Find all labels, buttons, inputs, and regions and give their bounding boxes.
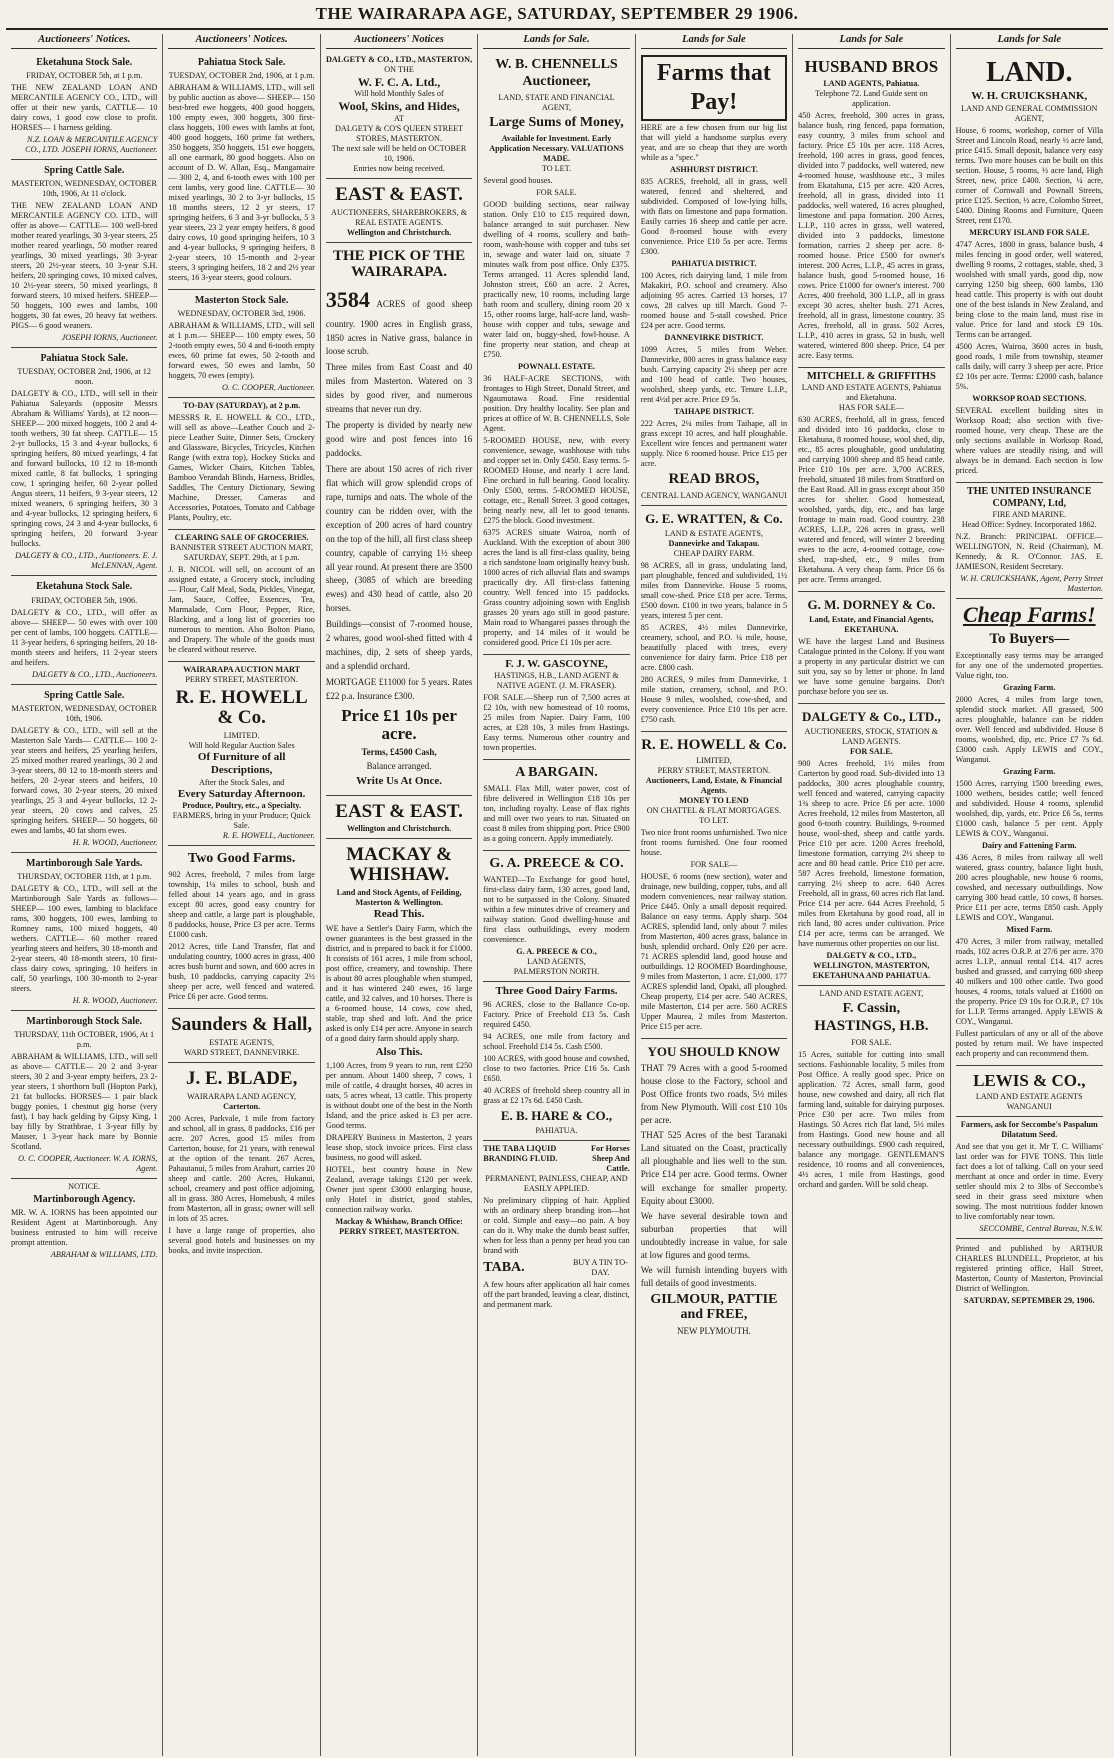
ad-signature: DALGETY & CO., LTD., Auctioneers.: [31, 669, 158, 679]
ad-date: MASTERTON, WEDNESDAY, OCTOBER 10th, 1906, At 11 o'clock.: [11, 179, 157, 199]
ad-line: TO LET.: [541, 163, 572, 173]
ad-signature: SECCOMBE, Central Bureau, N.S.W.: [979, 1224, 1103, 1234]
ad-sub: LAND AGENTS,: [527, 956, 586, 966]
ad-date: WEDNESDAY, OCTOBER 3rd, 1906.: [177, 309, 306, 319]
ad-body: THAT 525 Acres of the best Taranaki Land situated on the Coast, practically all ploughable and lies well to the sun. Price £14 per acre. Good terms. Owner will exchange for smaller property. Equity about £3000.: [640, 1130, 788, 1206]
ad-body: THE NEW ZEALAND LOAN AND MERCANTILE AGENCY CO., LTD., will offer at their new yards, CATTLE— 10 dairy cows, 1 good cow close to profit. HORSES— 1 harness gelding.: [11, 82, 158, 132]
ad-sub: Auctioneers, Land, Estate, & Financial Agents.: [645, 776, 783, 796]
ad-masterton-stock-sale: [168, 290, 314, 398]
ad-title: WAIRARAPA AUCTION MART: [183, 665, 301, 675]
ad-body: ABRAHAM & WILLIAMS, LTD., will sell as above— CATTLE— 20 2 and 3-year steers, 30 2 and 3-year empty heifers, 23 2-year steers, 1 shorthorn bull (Hopton Park), 21 fat bullocks. HORSES— 1 pair black buggy ponies, 1 chestnut gig horse (very fast), 1 bay hack gelding by Gipsy King, 1 bay filly by Strathbrae, 1 3-year filly by Mauser, 1 3-year hack mare by Bonnie Scotland.: [11, 1052, 158, 1152]
ad-district: ASHHURST DISTRICT.: [669, 165, 758, 175]
ad-title: Masterton Stock Sale.: [194, 294, 289, 306]
column-heading: Lands for Sale: [798, 34, 944, 49]
ad-sub: LAND AND ESTATE AGENTS, Pahiatua and Eketahuna.: [801, 383, 941, 403]
ad-body: WE have the largest Land and Business Catalogue printed in the Colony. If you want a property in any particular district we can suit you, say so by letter or phone. In land we have some genuine bargains. Don't purchase before you see us.: [798, 637, 945, 697]
ad-signature: DALGETY & CO., LTD., Auctioneers. E. J. McLENNAN, Agent.: [15, 551, 158, 571]
ad-heading: FOR SALE.: [849, 746, 893, 756]
column-heading: Lands for Sale: [641, 34, 787, 49]
ad-title: Pahiatua Stock Sale.: [197, 56, 286, 68]
ad-title: Pahiatua Stock Sale.: [40, 353, 128, 365]
ad-line: ON THE: [384, 64, 414, 74]
ad-body-text: ACRES of good sheep country. 1900 acres in English grass, 1850 acres in Native grass, balance in loose scrub.: [325, 299, 473, 357]
column-heading: Lands for Sale: [956, 34, 1103, 49]
ad-title: Spring Cattle Sale.: [44, 689, 125, 701]
ad-body: 1500 Acres, carrying 1500 breeding ewes, 1000 wethers, besides cattle; well fenced and subdivided. House 4 rooms, splendid woolshed, dip, yards, etc. Price £6 5s, terms £1000 cash, balance 5 per cent. Apply LEWIS & COY., Wanganui.: [955, 778, 1103, 838]
ad-firm-name: THE UNITED INSURANCE COMPANY, Ltd,: [967, 485, 1092, 509]
ad-firm-name: LEWIS & CO.,: [973, 1070, 1086, 1090]
ad-line: Will hold Regular Auction Sales: [188, 741, 295, 751]
ad-row: [483, 1258, 629, 1279]
ad-east-and-east-2: [326, 796, 472, 840]
ad-body: MR. W. A. IORNS has been appointed our Resident Agent at Martinborough. Any business entrusted to him will receive prompt attention.: [11, 1208, 158, 1248]
ad-body: 5-ROOMED HOUSE, new, with every convenience, sewage, washhouse with tubs and copper set in. Only £450. Easy terms. 5-ROOMED House, and nearly 1 acre land. Fine orchard in full bearing. Good locality. Only £500, terms. 5-ROOMED HOUSE, cottage, etc., Renall Street. 3 good cottages, being nearly new, all let to good tenants. £275 the block. Good investment.: [483, 435, 630, 525]
ad-heading: Mixed Farm.: [1006, 924, 1053, 934]
ad-title: LAND.: [986, 56, 1073, 88]
ad-pick-of-the-wairarapa: [326, 243, 472, 796]
ad-sub: ESTATE AGENTS,: [209, 1037, 275, 1047]
ad-body: 4747 Acres, 1800 in grass, balance bush, 4 miles fencing in good order, well watered, dwelling 9 rooms, 2 cottages, stable, shed, 3 woolshed with small yards, good dip, now carrying 1250 big sheep, 600 lambs, 130 head cattle. This property is with out doubt one of the best islands in New Zealand, and being close to the main land, must rise in value. Price for land and stock £9 10s. Terms can be arranged.: [955, 239, 1103, 339]
ad-east-and-east: [326, 179, 472, 243]
ad-firm-name: HUSBAND BROS: [804, 56, 939, 76]
ad-body: And see that you get it. Mr T. C. Williams' last order was for FIVE TONS. This little fact does a lot of talking. Call on your seed merchant at once and order in time. Every settler should mix 2 to 3lbs of Seccombe's seed in their grass seed mixture when sowing. The most nutritious fodder known to live comfortably near town.: [955, 1142, 1103, 1222]
ad-town: Carterton.: [223, 1101, 261, 1111]
ad-body: MESSRS R. E. HOWELL & CO., LTD., will sell as above—Leather Couch and 2-piece Leather Suite, Dinner Sets, Crockery and Glassware, Bicycles, Tricycles, Kitchen Range (with extra top), Hockey Sticks and Games, Wicker Chairs, Kitchen Tables, Bamboo Verandah Blinds, Harness, Bridles, Saddles, The Century Dictionary, Sewing Machine, Dresser, Cameras and Accessories, Potatoes, Tomato and Cabbage Plants, Poultry, etc.: [168, 413, 315, 523]
ad-firm-name: DALGETY & CO., LTD., MASTERTON,: [325, 54, 473, 64]
ad-body: Exceptionally easy terms may be arranged for any one of the undernoted properties. Value right, too.: [955, 650, 1103, 680]
ad-f-cassin: [798, 986, 944, 1196]
ad-firm-name: R. E. HOWELL & Co.: [175, 687, 308, 729]
ad-body: 4500 Acres, Wairoa, 3600 acres in bush, good roads, 1 mile from township, steamer calls daily, will carry 3 sheep per acre. Price £2 10s per acre. Terms: £2000 cash, balance 5%.: [955, 341, 1103, 391]
column-heading: Lands for Sale.: [483, 34, 629, 49]
ad-title: Spring Cattle Sale.: [44, 164, 125, 176]
ad-saunders-hall: [168, 1009, 314, 1063]
ad-body: 94 ACRES, one mile from factory and school. Freehold £14 5s. Cash £500.: [483, 1032, 630, 1052]
ad-body: [326, 283, 472, 359]
ad-signature: O. C. COOPER, Auctioneer.: [221, 383, 315, 393]
ad-address: PERRY STREET, MASTERTON.: [185, 675, 298, 685]
ad-body: 15 Acres, suitable for cutting into small sections. Fashionable locality, 5 miles from Post Office. A really good spec. Price on application. 72 Acres, small farm, good house, new cowshed and dairy, all rich flat farming land, suitable for dairying purposes. Price £30 per acre. Two miles from Hastings. 50 Acres rich flat land, 5½ miles from Hastings. Good new house and all necessary outbuildings. £900 cash required, balance any mortgage. GENTLEMAN'S residence, 10 rooms and all conveniences, 4½ acres, 1 mile from Hastings, good orchard and garden. Will be sold cheap.: [798, 1050, 945, 1190]
ad-line: The next sale will be held on OCTOBER 10, 1906.: [331, 144, 467, 164]
ad-body: ABRAHAM & WILLIAMS, LTD., will sell at 1 p.m.— SHEEP— 100 empty ewes, 50 2-tooth empty ewes, 50 4 and 6-tooth empty ewes, 60 prime fat ewes, 50 2-tooth and forward ewes, 50 ewes and lambs, 50 hoggets, 70 ewes (empty).: [168, 321, 315, 381]
ad-date: FRIDAY, OCTOBER 5th, 1906.: [31, 595, 138, 605]
ad-body: HOUSE, 6 rooms (new section), water and drainage, new building, copper, tubs, and all modern conveniences, near railway station. Price £445. Only a small deposit required. Balance on easy terms. Apply sharp. 504 ACRES, splendid land, only about 7 miles from Masterton, 400 acres grass, balance in bush, splendid orchard. Only £20 per acre. 71 ACRES splendid land, good house and outbuildings. 12 ROOMED Boardinghouse, 9 miles from Masterton, 1 acre. £1,000. 177 ACRES splendid land, Opaki, all ploughed. Cheap property, £14 per acre. 540 ACRES, mile Masterton, £14 per acre. 560 ACRES Upper Maurea, 2 miles from Masterton. Price £15 per acre.: [640, 872, 788, 1032]
ad-line: DALGETY & CO'S QUEEN STREET STORES, MASTERTON.: [335, 124, 464, 144]
ad-firm-name: MACKAY & WHISHAW.: [346, 844, 452, 886]
ad-title: Martinborough Agency.: [33, 1194, 136, 1206]
imprint: [956, 1239, 1103, 1310]
ad-wb-chennells: [483, 52, 629, 655]
ad-line: Available for Investment. Early Application Necessary. VALUATIONS MADE.: [489, 133, 624, 163]
ad-spring-cattle-sale-2: [11, 685, 157, 853]
ad-firm-name: W. B. CHENNELLS: [495, 56, 618, 72]
ad-body: ABRAHAM & WILLIAMS, LTD., will sell by public auction as above— SHEEP— 150 best-bred ewe hoggets, 400 good hoggets, 100 empty ewes, 300 hoggets, 300 first-class hoggets, 100 ewes with lambs at foot, 400 good hoggets, 160 prime fat wethers, 350 hoggets, 350 hoggets, 151 ewe hoggets, all one earmark, 80 good hoggets. Also on account of D. W. Allan, Esq., Mangamaire— 300 2, 4, and 6-tooth ewes with 100 per cent lambs, very good line. CATTLE— 30 mixed yearlings, 30 2 to 3-yr bullocks, 15 18 months steers, 12 2 yr steers, 17 springing heifers, 6 3 and 3-yr bullocks, 5 3 year steers, 23 2 year empty heifers, 8 good dairy cows, 10 good springing heifers, 10 3 and 4-year bullocks, 9 springing heifers, 8 2-year steers, 10 15-month and 2-year steers, 3 springing heifers, 18 2 and 2½ year steers, 16 3-year steers, good colours.: [168, 82, 315, 282]
ad-firm-name: READ BROS,: [668, 471, 760, 488]
ad-sub: LAND AND ESTATE AGENTS: [975, 1092, 1083, 1102]
ad-title: Farms that Pay!: [641, 55, 787, 122]
ad-body: GOOD building sections, near railway station. Only £10 to £15 required down, balance arranged to suit purchaser. New dwelling of 4 rooms, scullery and bath-room, wash-house with copper and tubs set in, sewage and water laid on, situate 7 minutes walk from post office. Only £375. Terms arranged. 11 Acres splendid land, Johnston street, £60 an acre. 2 Acres, practically new, 10 rooms, including large bath room and scullery, dining room 20 x 15, other rooms large, half-acre land, wash-house with copper and tubs, sewage and water laid on, buggy-shed, fowl-house. A fine property near station, and cheap at £750.: [483, 199, 630, 359]
ad-body: House, 6 rooms, workshop, corner of Villa Street and Lincoln Road, nearly ½ acre land, price £415. Small deposit, balance very easy terms. Two more houses can be built on this section. House, 5 rooms, ½ acre land, High Street, new, price £400. Section, ¼ acre, corner of Cornwall and Pownall Streets, price £125. Section, ½ acre, Colombo Street, £400. Dining Rooms and Furniture, Queen Street, rent £170.: [955, 125, 1103, 225]
ad-heading: Read This.: [373, 908, 425, 921]
ad-title: TO-DAY (SATURDAY), at 2 p.m.: [182, 401, 301, 411]
ad-title: Two Good Farms.: [187, 851, 296, 867]
ad-firm-name: MITCHELL & GRIFFITHS: [806, 370, 936, 382]
ad-sub: LAND AND ESTATE AGENT,: [819, 988, 924, 998]
ad-body: THAT 79 Acres with a good 5-roomed house close to the Factory, school and Post Office fronts two roads, 5½ miles from New Plymouth. Will cost £10 10s per acre.: [640, 1063, 788, 1126]
ad-location: Dannevirke and Takapau.: [668, 538, 760, 548]
ad-today-sale: [168, 398, 314, 530]
ad-firm-name: E. B. HARE & CO.,: [500, 1108, 613, 1124]
ad-firm-name: DALGETY & Co., LTD.,: [801, 709, 941, 725]
ad-title: Cheap Farms!: [962, 601, 1096, 627]
ad-body: THE NEW ZEALAND LOAN AND MERCANTILE AGENCY CO. LTD., will offer as above— CATTLE— 100 well-bred mother reared yearlings, 30 3-year steers, 25 mother reared yearlings, 50 mother reared yearlings, 30 mixed yearlings, 30 3-year steers, 20 2½-year steers, 10 3-year S.H. heifers, 20 springing cows, 10 mixed calves, 10 2½-year steers, 50 mixed yearlings, 8 forward steers, 10 mixed heifers. SHEEP— 50 hoggets, 100 ewes and lambs, 100 hoggets, 30 fat ewes, 20 heavy fat wethers. PIGS— 6 good weaners.: [11, 201, 158, 331]
ad-body: 1099 Acres, 5 miles from Weber. Dannevirke, 800 acres in grass balance easy bush. Carrying capacity 2½ sheep per acre and 100 head of cattle. Two houses, woolshed, sheep yards, etc. Tenure L.I.P., rent 4½d per acre. Price £9 5s.: [640, 345, 788, 405]
ad-sub: Land, Estate, and Financial Agents,: [809, 615, 934, 625]
ad-two-good-farms: [168, 846, 314, 1009]
ad-acres: 3584: [325, 287, 370, 313]
ad-fjw-gascoyne: [483, 655, 629, 760]
ad-sub: LAND, STATE AND FINANCIAL AGENT,: [498, 93, 615, 113]
ad-body: Buildings—consist of 7-roomed house, 2 whares, good wool-shed fitted with 4 machines, dip, 2 sets of sheep yards, and a splendid orchard.: [325, 619, 473, 672]
ad-body: 630 ACRES, freehold, all in grass, fenced and divided into 16 paddocks, close to Eketahuna, 8 roomed house, wool shed, dip, etc., 85 acres ploughable, good undulating and carrying 1000 sheep and 85 head cattle. Price £10 10s per acre. 3,700 ACRES, freehold, situated 18 miles from Stratford on the East Road. All in grass except about 350 acres for shelter. Good homestead, woolshed, yards, dip, etc., and has large frontage to main road. Good country. 238 ACRES, L.I.P., 226 acres in grass, well watered and fenced, will winter 2 breeding ewes to the acre, 4-roomed cottage, cow-shed, trap-shed, etc., 9 miles from Eketahuna. A very cheap farm. Price £6 6s per acre. Terms arranged.: [798, 415, 945, 585]
ad-pahiatua-stock-sale: [168, 52, 314, 290]
column-1: [6, 34, 163, 1756]
columns: [6, 34, 1108, 1756]
ad-title: Martinborough Stock Sale.: [26, 1015, 143, 1027]
ad-title: Martinborough Sale Yards.: [26, 857, 143, 869]
ad-martinborough-sale-yards: [11, 853, 157, 1011]
ad-body: 100 Acres, rich dairying land, 1 mile from Makakiri, P.O. school and creamery. Also adjoining 95 acres. Carried 13 horses, 17 cows, 28 calves up till March. Good 7-roomed house and 5-stall cowshed. Price £24 per acre. Good terms.: [640, 271, 788, 331]
ad-address: WARD STREET, DANNEVIRKE.: [183, 1047, 300, 1057]
ad-firm-name: EAST & EAST.: [335, 184, 463, 206]
ad-body: 200 Acres, Parkvale, 1 mile from factory and school, all in grass, 8 paddocks, £16 per acre. 207 Acres, good 15 miles from Carterton, house, for 21 years, with renewal at the option of the tenant. 267 Acres, Pahautanui, 5 miles from Arahurt, carries 20 sheep and cattle. 200 Acres, Hukanui, school, creamery and post office adjoining, all in grass. 380 Acres, Homebush, 4 miles from Masterton, all in grass; owner will sell in lots of 35 acres.: [168, 1113, 315, 1223]
ad-gm-dorney: [798, 592, 944, 704]
ad-line: Wool, Skins, and Hides,: [338, 99, 460, 114]
ad-you-should-know: [641, 1039, 787, 1342]
ad-footer: Fullest particulars of any or all of the above posted by return mail. We have inspected each property and can recommend them.: [955, 1028, 1103, 1058]
ad-location: WANGANUI: [1006, 1102, 1052, 1112]
ad-body: 1,100 Acres, from 9 years to run, rent £250 per annum. About 1400 sheep, 7 cows, 1 mile of cattle, 4 draught horses, 40 acres in oats, 5 acres wheat, 13 cattle. This property is without doubt one of the best in the North Island, and the price asked is £3 per acre. Good terms.: [325, 1061, 473, 1131]
ad-heading: MERCURY ISLAND FOR SALE.: [969, 227, 1090, 237]
ad-re-howell: [641, 732, 787, 1040]
ad-signature: H. R. WOOD, Auctioneer.: [72, 837, 158, 847]
ad-firm-name: G. E. WRATTEN, & Co.: [645, 511, 783, 527]
ad-sub: WAIRARAPA LAND AGENCY,: [187, 1091, 297, 1101]
column-6: [793, 34, 950, 1756]
ad-body: We will furnish intending buyers with full details of good investments.: [640, 1264, 788, 1288]
ad-spring-cattle-sale: [11, 160, 157, 348]
ad-date: TUESDAY, OCTOBER 2nd, 1906, at 1 p.m.: [168, 70, 315, 80]
ad-taba-branding-fluid: [483, 1141, 629, 1317]
ad-body: 96 ACRES, close to the Ballance Co-op. Factory. Price of Freehold £13 5s. Cash required £450.: [483, 1000, 630, 1030]
ad-pahiatua-stock-sale: [11, 348, 157, 576]
ad-body: The property is divided by nearly new good wire and post fences into 16 paddocks.: [325, 420, 473, 459]
ad-location: PALMERSTON NORTH.: [513, 966, 600, 976]
ad-date: BANNISTER STREET AUCTION MART, SATURDAY, SEPT. 29th, at 1 p.m.: [170, 543, 314, 563]
ad-heading: FOR SALE.: [851, 1038, 892, 1048]
ad-line: Will hold Monthly Sales of: [354, 89, 444, 99]
ad-heading: Dairy and Fattening Farm.: [981, 840, 1077, 850]
ad-sub: LAND AGENTS, Pahiatua.: [823, 78, 920, 88]
ad-signature: DALGETY & CO., LTD., WELLINGTON, MASTERTON, EKETAHUNA AND PAHIATUA.: [812, 950, 931, 980]
ad-body: Two nice front rooms unfurnished. Two nice front rooms furnished. One four roomed house.: [640, 828, 788, 858]
ad-signature: N.Z. LOAN & MERCANTILE AGENCY CO., LTD. JOSEPH IORNS, Auctioneer.: [25, 134, 158, 154]
ad-sub: LAND AND GENERAL COMMISSION AGENT,: [961, 103, 1098, 123]
ad-district: DANNEVIRKE DISTRICT.: [664, 333, 764, 343]
ad-terms: Terms, £4500 Cash,: [361, 746, 437, 757]
ad-date: THURSDAY, 11th OCTOBER, 1906, At 1 p.m.: [14, 1030, 155, 1050]
ad-sub: CENTRAL LAND AGENCY, WANGANUI: [640, 491, 787, 501]
ad-line: TO LET.: [699, 816, 729, 826]
ad-body: SMALL Flax Mill, water power, cost of fibre delivered in Wellington £18 10s per ton, including royalty. Lease of flax rights and mill over two years to run. Situated on coast 8 miles from shipping port. Price £900 as a going concern. Apply immediately.: [483, 783, 630, 843]
column-heading: Auctioneers' Notices.: [11, 34, 157, 49]
ad-line: Every Saturday Afternoon.: [177, 787, 306, 800]
ad-body: 470 Acres, 3 miler from railway, metalled roads, 102 acres O.R.P. at 27/6 per acre. 370 acres L.I.P., annual rental £14. 417 acres bushed and grassed, and carrying 600 sheep 40 milkers and 100 other cattle. Two good houses, 4 rooms, totals valued at £1600 on the property. Price £9 10s for O.R.P., £7 10s for L.I.P. Terms arranged. Apply LEWIS & COY., Wanganui.: [955, 936, 1103, 1026]
column-4: [478, 34, 635, 1756]
ad-three-good-dairy-farms: [483, 982, 629, 1141]
masthead: [6, 0, 1108, 30]
ad-heading: POWNALL ESTATE.: [517, 361, 596, 371]
ad-title: Three Good Dairy Farms.: [495, 984, 618, 997]
ad-district: PAHIATUA DISTRICT.: [671, 259, 757, 269]
ad-heading: WORKSOP ROAD SECTIONS.: [972, 393, 1087, 403]
ad-firm-name: W. H. CRUICKSHANK,: [971, 90, 1088, 103]
ad-body: 6375 ACRES situate Wairoa, north of Auckland. With the exception of about 300 acres the land is all first-class quality, being a rich sandstone loam originally heavy bush. 1000 acres of rich alluvial flats and swamps practically dry. All first-class fattening country. Well fenced into 15 paddocks. Grass country adjoining sown with English grasses 20 years ago still in good pasture. Main road to Whangarei passes through the property, and 14 miles of it would be considered good. Price £1 10s per acre.: [483, 527, 630, 647]
column-7: [951, 34, 1108, 1756]
imprint-text: Printed and published by ARTHUR CHARLES BLUNDELL, Proprietor, at his registered printing office, Hall Street, Masterton, County of Masterton, Provincial District of Wellington.: [955, 1244, 1103, 1294]
ad-wairarapa-auction-mart: [168, 662, 314, 846]
ad-firm-name: F. J. W. GASCOYNE,: [505, 657, 608, 670]
ad-clearing-sale-groceries: [168, 530, 314, 662]
ad-mitchell-griffiths: [798, 368, 944, 593]
ad-body: J. B. NICOL will sell, on account of an assigned estate, a Grocery stock, including— Flour, Calf Meal, Soda, Pickles, Vinegar, Jam, Sauce, Coffee, Essences, Tea, Marmalade, Corn Flour, Pepper, Rice, Blacking, and a long list of groceries too numerous to mention. Also Bolton Piano, and Drapery. The whole of the goods must be cleared without reserve.: [168, 565, 315, 655]
ad-date: THURSDAY, OCTOBER 11th, at 1 p.m.: [17, 871, 152, 881]
ad-eketahuna-stock-sale: [11, 52, 157, 160]
ad-husband-bros: [798, 52, 944, 368]
ad-body: Three miles from East Coast and 40 miles from Masterton. Watered on 3 sides by good river, and numerous streams that never run dry.: [325, 362, 473, 415]
ad-sub: Land and Stock Agents, of Feilding, Masterton & Wellington.: [336, 888, 462, 908]
ad-title: Eketahuna Stock Sale.: [36, 581, 133, 593]
ad-line: Of Furniture of all Descriptions,: [197, 751, 286, 777]
ad-location: HASTINGS, H.B.: [814, 1018, 929, 1035]
ad-firm-name: F. Cassin,: [842, 1000, 901, 1016]
ad-title: THE PICK OF THE WAIRARAPA.: [333, 247, 466, 280]
ad-body: 280 ACRES, 9 miles from Dannevirke, 1 mile station, creamery, school, and P.O. House 9 miles, woolshed, cow-shed, and every convenience. Price £10 10s per acre. £750 cash.: [640, 674, 788, 724]
ad-body: DRAPERY Business in Masterton, 2 years lease shop, stock invoice prices. First class business, no good will asked.: [325, 1133, 473, 1163]
ad-firm-name: GILMOUR, PATTIE and FREE,: [650, 1291, 778, 1322]
ad-line: Auctioneer,: [522, 74, 591, 90]
ad-header-row: [483, 1144, 629, 1174]
ad-signature: R. E. HOWELL, Auctioneer.: [222, 831, 315, 841]
ad-location: Wellington and Christchurch.: [346, 227, 452, 237]
ad-body: SEVERAL excellent building sites in Worksop Road; also section with five-roomed house, very cheap. These are the only sections available in Worksop Road, where values are steadily rising, and will always be in demand. Each section is low priced.: [955, 405, 1103, 475]
ad-line: AT: [394, 114, 405, 124]
ad-line: FARMERS, bring in your Produce; Quick Sale.: [172, 811, 311, 831]
ad-location: EKETAHUNA.: [844, 625, 899, 635]
ad-title: Eketahuna Stock Sale.: [36, 56, 133, 68]
ad-call-to-action: Write Us At Once.: [356, 775, 443, 788]
ad-lewis-co: [956, 1066, 1103, 1118]
ad-for: For Horses Sheep And Cattle.: [590, 1143, 630, 1173]
ad-signature: JOSEPH IORNS, Auctioneer.: [61, 333, 158, 343]
ad-body: HOTEL, best country house in New Zealand, average takings £120 per week. Owner just spent £3000 enlarging house, only Hotel in district, good stables, connection railway works.: [325, 1165, 473, 1215]
ad-heading: Also This.: [375, 1045, 423, 1058]
ad-date: MASTERTON, WEDNESDAY, OCTOBER 10th, 1906.: [11, 703, 157, 723]
ad-body: 100 ACRES, with good house and cowshed, close to two factories. Price £16 5s. Cash £650.: [483, 1054, 630, 1084]
ad-signature: W. H. CRUICKSHANK, Agent, Perry Street Masterton.: [960, 573, 1103, 593]
ad-body: DALGETY & CO., LTD., will sell in their Pahiatua Saleyards (opposite Messrs Abraham & Williams' Yards), at 12 noon— SHEEP— 200 mixed hoggets, 100 2 and 4-tooth wethers, 30 fat sheep. CATTLE— 15 2-yr bullocks, 15 3 and 4-year bullocks, 6 springing heifers, 80 mixed yearlings, 4 fat and forward bullocks, 10 12 to 18-month mixed cattle, 8 fat bullocks, 1 springing cow, 1 springing heifer, 60 2-year polled Angus steers, 11 heifers, 9 3-year steers, 12 mixed weaners, 6 springing heifers, 30 3 and 4-year bullocks, 12 springing heifers, 6 springing cows, 24 3 and 4-year bullocks, 6 springing heifers, 20 forward 3-year bullocks.: [11, 389, 158, 549]
ad-balance: Balance arranged.: [366, 760, 432, 771]
ad-price: Price £1 10s per acre.: [341, 705, 457, 743]
ad-ge-wratten: [641, 506, 787, 732]
ad-address: PERRY STREET, MASTERTON.: [657, 766, 771, 776]
ad-firm-name: G. A. PREECE & CO.,: [516, 946, 597, 956]
ad-dalgety-land: [798, 704, 944, 986]
ad-body: MORTGAGE £11000 for 5 years. Rates £22 p.a. Insurance £300.: [325, 677, 473, 701]
ad-farms-that-pay: [641, 52, 787, 506]
ad-signature: Mackay & Whishaw, Branch Office: PERRY STREET, MASTERTON.: [335, 1217, 463, 1237]
newspaper-title: THE WAIRARAPA AGE, SATURDAY, SEPTEMBER 29 1906.: [315, 4, 799, 23]
ad-district: TAIHAPE DISTRICT.: [674, 407, 754, 417]
ad-paspalum-seed: [956, 1117, 1103, 1239]
ad-sub: AUCTIONEERS, SHAREBROKERS, & REAL ESTATE AGENTS.: [331, 207, 468, 227]
ad-line: Telephone 72. Land Guide sent on application.: [815, 88, 928, 108]
ad-title: Farmers, ask for Seccombe's Paspalum Dilatatum Seed.: [960, 1120, 1098, 1140]
ad-cheap-farms: [956, 599, 1103, 1066]
column-heading: Auctioneers' Notices.: [168, 34, 314, 49]
ad-line: Entries now being received.: [353, 164, 445, 174]
ad-body: WANTED—To Exchange for good hotel, first-class dairy farm, 130 acres, good land, not to be surpassed in the Colony. Situated within a few minutes drive of creamery and railway station. Good dwelling-house and first class outbuildings, every modern convenience.: [483, 874, 630, 944]
ad-body: 835 ACRES, freehold, all in grass, well watered, fenced and sheltered, and subdivided. Composed of low-lying hills, with flats on limestone and papa formation. Easily carries 16 sheep and cattle per acre. Good 8-roomed house with every convenience. Price £10 5s per acre. Terms £300.: [640, 177, 788, 257]
ad-firm-name: EAST & EAST.: [335, 800, 463, 822]
ad-heading: CHEAP DAIRY FARM.: [673, 548, 755, 558]
ad-title: THE TABA LIQUID BRANDING FLUID.: [483, 1143, 558, 1163]
ad-body: DALGETY & CO., LTD., will offer as above— SHEEP— 50 ewes with over 100 per cent of lambs, 100 hoggets. CATTLE— 11 3-year heifers, 6 springing heifers, 20 18-month steers and heifers, 11 2-year steers and heifers.: [11, 607, 158, 667]
ad-line: FOR SALE—: [690, 860, 738, 870]
ad-body: We have several desirable town and suburban properties that will undoubtedly increase in value, for sale at low figures and good terms.: [640, 1210, 788, 1260]
ad-eketahuna-stock-sale-2: [11, 576, 157, 684]
ad-body: FOR SALE.—Sheep run of 7,500 acres at £2 10s, with new homestead of 10 rooms, 25 miles from Napier. Dairy Farm, 100 acres, at £28 10s, 3 miles from Hastings. Easy terms. Numerous other country and town properties.: [483, 693, 630, 753]
column-2: [163, 34, 320, 1756]
column-5: [636, 34, 793, 1756]
ad-body: 222 Acres, 2¼ miles from Taihape, all in grass except 10 acres, and half ploughable. Excellent wire fences and permanent water supply. Nice 6 roomed house. Price £15 per acre.: [640, 419, 788, 469]
ad-title: A BARGAIN.: [515, 765, 598, 781]
ad-heading: Grazing Farm.: [1003, 766, 1056, 776]
ad-a-bargain: [483, 760, 629, 851]
ad-sub: AUCTIONEERS, STOCK, STATION & LAND AGENTS.: [804, 726, 939, 746]
ad-signature: O. C. COOPER, Auctioneer. W. A. IORNS, Agent.: [18, 1154, 158, 1174]
ad-ltd: LIMITED.: [223, 731, 260, 741]
ad-money: MONEY TO LEND: [679, 796, 749, 806]
ad-firm-name: G. A. PREECE & CO.: [489, 855, 624, 871]
column-heading: Auctioneers' Notices: [326, 34, 472, 49]
ad-line: W. F. C. A. Ltd.,: [357, 74, 441, 89]
ad-body: 2012 Acres, title Land Transfer, flat and undulating country, 1000 acres in grass, 400 acres bush burnt and sown, and 600 acres in bush, 10 paddocks, carrying capacity 2½ sheep per acre, well fenced and watered. Price £6 per acre. Good terms.: [168, 941, 315, 1001]
ad-body: 98 ACRES, all in grass, undulating land, part ploughable, fenced and subdivided, 1½ miles from Dannevirke. House 5 rooms, small cow-shed. Price £18 per acre. Terms, £500 down. £100 in two years, balance in 5 years, interest 5 per cent.: [640, 560, 788, 620]
ad-body: 40 ACRES of freehold sheep country all in grass at £2 17s 6d. £450 Cash.: [483, 1086, 630, 1106]
ad-line: After the Stock Sales, and: [199, 777, 285, 787]
ad-body: 436 Acres, 8 miles from railway all well watered, grass country, balance light bush, 200 acres ploughable, new house 6 rooms, cowshed, and necessary outbuildings. Now carrying 300 head cattle, 10 cows, 8 horses. Price £11 per acre, terms £850 cash. Apply LEWIS and COY., Wanganui.: [955, 852, 1103, 922]
ad-martinborough-stock-sale: [11, 1011, 157, 1179]
ad-signature: ABRAHAM & WILLIAMS, LTD.: [50, 1250, 158, 1260]
ad-body: No preliminary clipping of hair. Applied with an ordinary sheep branding iron—hot or cold. Simple and easy—no pain. A boy can do it. Why make the dumb beast suffer, when for less than a penny per head you can brand with: [483, 1195, 630, 1255]
ad-ltd: LIMITED,: [696, 756, 732, 766]
ad-line: ON CHATTEL & FLAT MORTGAGES.: [646, 806, 782, 816]
ad-body: 36 HALF-ACRE SECTIONS, with frontages to High Street, Donald Street, and Ngaumutawa Road. Fine residential position. Dry healthy locality. See plan and prices at office of W. B. CHENNELLS, Sole Agent.: [483, 373, 630, 433]
ad-firm-name: Saunders & Hall,: [171, 1013, 313, 1035]
ad-buy: BUY A TIN TO-DAY.: [572, 1257, 628, 1277]
ad-line: FOR SALE.: [536, 187, 577, 197]
ad-firm-name: G. M. DORNEY & Co.: [807, 597, 936, 613]
ad-footer: A few hours after application all hair comes off the part branded, leaving a clear, distinct, and permanent mark.: [483, 1280, 630, 1310]
ad-je-blade: [168, 1063, 314, 1262]
ad-body: 85 ACRES, 4½ miles Dannevirke, creamery, school, and P.O. ¼ mile, house, beautifully placed with trees, every convenience for dairy farm. Price £18 per acre. £800 cash.: [640, 622, 788, 672]
ad-united-insurance: [956, 483, 1103, 599]
ad-heading: Grazing Farm.: [1003, 682, 1056, 692]
ad-body: 2000 Acres, 4 miles from large town, splendid stock market. All grassed, 500 acres ploughable, balance can be ridden over. Well fenced and subdivided. House 8 rooms, woolshed, dip, etc. Price £7 7s 6d. £3000 cash. Apply LEWIS and COY., Wanganui.: [955, 694, 1103, 764]
ad-title: CLEARING SALE OF GROCERIES.: [174, 533, 309, 543]
column-3: [321, 34, 478, 1756]
ad-line: HAS FOR SALE—: [838, 403, 904, 413]
ad-line: Head Office: Sydney. Incorporated 1862.: [961, 519, 1097, 529]
ad-body: N.Z. Branch: PRINCIPAL OFFICE—WELLINGTON, N. Reid (Chairman), M. Kennedy, & R. O'Connor. JAS. E. JAMIESON, Resident Secretary.: [955, 531, 1103, 571]
ad-body: 450 Acres, freehold, 300 acres in grass, balance bush, ring fenced, papa formation, easy country, 3 miles from school and factory. Price £5 10s per acre. 118 Acres, freehold, 100 acres in grass, good fences, divided into 7 paddocks, well watered, new 4-roomed house, washhouse etc., 3 miles from Ekatahuna, £15 per acre. 420 Acres, freehold, all in grass, divided into 11 paddocks, well watered, 16 acres ploughed, limestone and papa formation. 200 Acres, L.I.P., 110 acres in grass, well watered, divided into 3 paddocks, limestone formation, carries 2 sheep per acre. 8-roomed house. Price £500 for owner's interest. 200 Acres, L.I.P., 45 acres in grass, balance bush, good 5-roomed house, 16 cows. Price £1000 for owner's interest. 700 Acres, 400 freehold, 300 L.I.P., all in grass except 30 acres, shelter bush. 271 Acres, freehold, all in grass, limestone country. 35 Acres, freehold, all in grass. 502 Acres, L.I.P., 410 acres in grass, 52 in bush, well watered, wintered 800 sheep. Price, £4 per acre. Easy terms.: [798, 110, 945, 360]
ad-location: PAHIATUA.: [535, 1125, 578, 1135]
ad-sub: HASTINGS, H.B., LAND AGENT & NATIVE AGENT. (J. M. FRASER).: [494, 671, 619, 691]
ad-mackay-whishaw: [326, 839, 472, 1241]
ad-intro: HERE are a few chosen from our big list that will yield a handsome surplus every year, and are so cheap that they are worth while as a "spec.": [640, 123, 788, 163]
imprint-date: SATURDAY, SEPTEMBER 29, 1906.: [963, 1296, 1095, 1306]
ad-title: YOU SHOULD KNOW: [647, 1044, 781, 1060]
ad-body: DALGETY & CO., LTD., will sell at the Masterton Sale Yards— CATTLE— 100 2-year steers and heifers, 25 yearling heifers, 25 mixed mother reared yearlings, 30 2 and 3-year steers, 80 12 to 18-month steers and heifers, 20 2-year steers and heifers, 10 forward cows, 30 2-year steers, 20 mixed yearlings, 25 3 and 4-year bullocks, 12 2-year steers, 20 cows and calves, 25 springing heifers. SHEEP— 50 hoggets, 60 ewes and lambs, 40 fat shorn ewes.: [11, 725, 158, 835]
ad-footer: I have a large range of properties, also several good hotels and businesses on my books, and invite inspection.: [168, 1225, 315, 1255]
ad-martinborough-agency: [11, 1179, 157, 1264]
ad-notice-label: NOTICE.: [68, 1182, 101, 1192]
ad-firm-name: R. E. HOWELL & Co.: [641, 736, 787, 753]
ad-dalgety-wool-sales: [326, 52, 472, 179]
ad-line: Produce, Poultry, etc., a Specialty.: [182, 801, 302, 811]
ad-line: Large Sums of Money,: [489, 115, 624, 131]
ad-body: Several good houses.: [483, 175, 553, 185]
ad-body: DALGETY & CO., LTD., will sell at the Martinborough Sale Yards as follows— SHEEP— 100 ewes, lambing to blackface rams, 300 hoggets, 100 ewes, lambing to Romney rams, 100 mixed hoggets, 40 wethers. CATTLE— 60 mother reared yearling steers and heifers, 30 18-month and 2-year steers, 40 18-month steers, 10 first-class dairy cows, springing, 10 heifers in calf, 50 yearlings, 100 30-month to 2-year steers.: [11, 883, 158, 993]
ad-location: NEW PLYMOUTH.: [676, 1326, 751, 1337]
ad-wh-cruickshank: [956, 52, 1103, 483]
ad-body: There are about 150 acres of rich river flat which will grow splendid crops of rape, turnips and oats. The whole of the country can be ridden over, with the exception of 200 acres of hard country on the top of the hill, all first class sheep country, capable of carrying 1½ sheep all year round. At present there are 3500 sheep, (3085 of which are breeding ewes) and 430 head of cattle, also 20 horses.: [325, 463, 473, 614]
ad-date: TUESDAY, OCTOBER 2nd, 1906, at 12 noon.: [17, 367, 151, 387]
ad-signature: H. R. WOOD, Auctioneer.: [72, 995, 158, 1005]
ad-heading: To Buyers—: [989, 630, 1070, 647]
ad-sub: FIRE AND MARINE.: [992, 509, 1067, 519]
ad-line: PERMANENT, PAINLESS, CHEAP, AND EASILY APPLIED.: [485, 1173, 628, 1193]
ad-sub: LAND & ESTATE AGENTS,: [664, 528, 763, 538]
ad-brand: TABA.: [483, 1259, 525, 1275]
ad-body: WE have a Settler's Dairy Farm, which the owner guarantees is the best grassed in the district, and is prepared to back it for £1000. It consists of 161 acres, 1 mile from school, post office, creamery, and township. There is about 80 acres ploughable when stumped, and it has wintered 240 ewes, 16 large cattle, and 32 calves, and 10 horses. There is a 6-roomed house, 14 cows, cow shed, stable, trap shed and loft. And the price asked is only £14 per acre. Anyone in search of a good dairy farm should apply sharp.: [325, 923, 473, 1043]
ad-ga-preece: [483, 851, 629, 982]
ad-body: 902 Acres, freehold, 7 miles from large township, 1¼ miles to school, bush and felled about 14 years ago, and in grass except 80 acres, good easy country for sheep and cattle, a large part is ploughable, 8 paddocks, house, Price £3 per acre. Terms £1000 cash.: [168, 869, 315, 939]
ad-body: 900 Acres freehold, 1½ miles from Carterton by good road. Sub-divided into 13 paddocks, 300 acres ploughable country, well fenced and watered, carrying capacity 1¾ sheep to acre. Price £6 per acre. 1000 Acres freehold, 12 miles from Masterton, all good 6-tooth country. Buildings, 9-roomed house, wool-shed, sheep and cattle yards. Price £10 per acre. 1200 Acres freehold, limestone formation, carrying 2½ sheep to acre and 80 head cattle. Price £10 per acre. 587 Acres freehold, limestone formation, carrying 2½ sheep to acre. 640 Acres Freehold, all in grass, 60 acres rich flat land. Price £14 per acre. 644 Acres Freehold, 5 miles from Eketahuna by good road, all in rich land, 80 acres under cultivation. Price £14 per acre, terms can be arranged. We have numerous other properties on our list.: [798, 758, 945, 948]
ad-date: FRIDAY, OCTOBER 5th, at 1 p.m.: [26, 70, 143, 80]
ad-firm-name: J. E. BLADE,: [185, 1067, 298, 1089]
ad-location: Wellington and Christchurch.: [346, 824, 452, 834]
